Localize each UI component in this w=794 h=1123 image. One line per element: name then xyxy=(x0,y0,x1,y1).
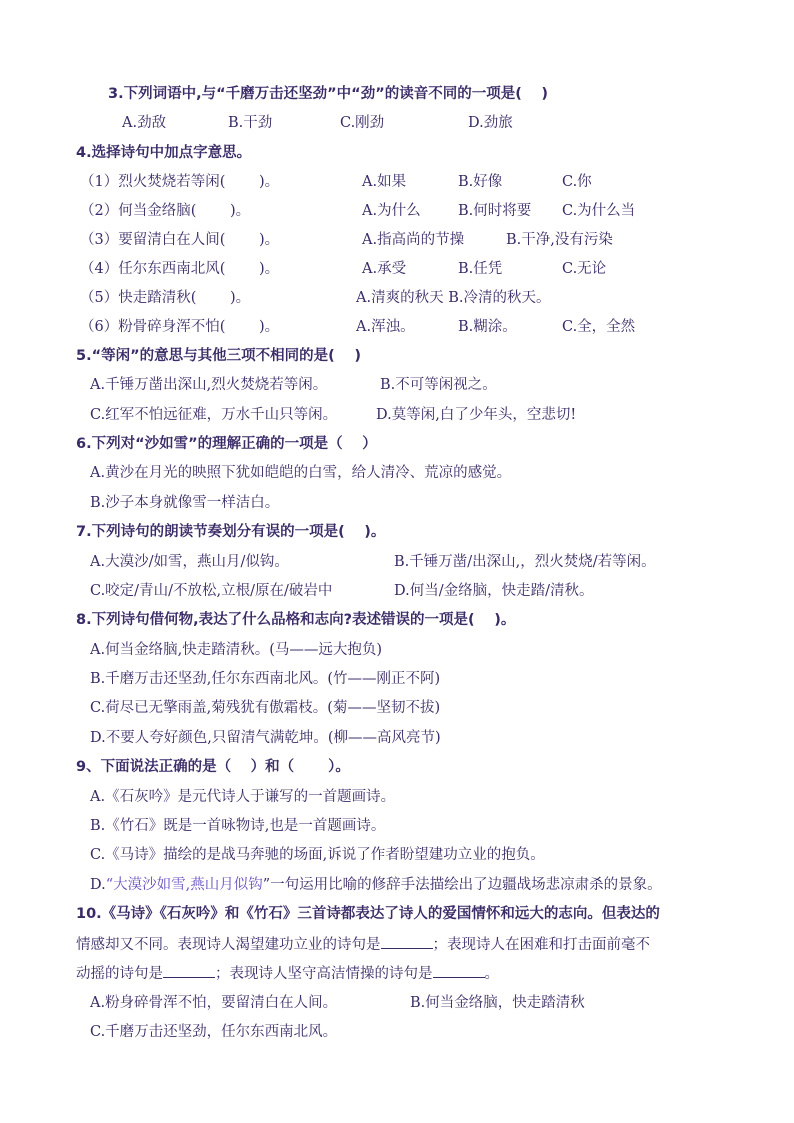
q7-option-d: D.何当/金络脑，快走踏/清秋。 xyxy=(394,583,594,599)
q8-option-b: B.千磨万击还坚劲,任尔东西南北风。(竹——刚正不阿) xyxy=(90,671,441,687)
q4-item-3-opt-b: B.干净,没有污染 xyxy=(506,232,613,248)
q4-item-6-opt-c: C.全，全然 xyxy=(562,319,636,335)
q9-option-d-prefix: D. xyxy=(90,877,106,893)
q4-item-5-opts: A.清爽的秋天 B.冷清的秋天。 xyxy=(356,290,551,306)
q4-item-5: （5）快走踏清秋( )。 xyxy=(80,290,251,306)
q5-option-d: D.莫等闲,白了少年头，空悲切! xyxy=(376,407,577,423)
q4-item-6: （6）粉骨碎身浑不怕( )。 xyxy=(80,319,280,335)
q10-line-3-text-c: 。 xyxy=(484,966,499,982)
q3-stem: 3.下列词语中,与“千磨万击还坚劲”中“劲”的读音不同的一项是( ) xyxy=(108,86,549,102)
q5-option-c: C.红军不怕远征难，万水千山只等闲。 xyxy=(90,407,338,423)
q4-item-6-opt-b: B.糊涂。 xyxy=(458,319,517,335)
q8-option-d: D.不要人夸好颜色,只留清气满乾坤。(柳——高风亮节) xyxy=(90,730,441,746)
q4-item-3-opt-a: A.指高尚的节操 xyxy=(362,232,465,248)
q4-item-6-opt-a: A.浑浊。 xyxy=(356,319,415,335)
q10-line-2 xyxy=(76,934,650,955)
q10-line-3-text-b: ；表现诗人坚守高洁情操的诗句是 xyxy=(215,966,433,982)
q3-option-b: B.干劲 xyxy=(228,115,273,131)
q4-item-2-opt-b: B.何时将要 xyxy=(458,203,532,219)
q4-item-2: （2）何当金络脑( )。 xyxy=(80,203,251,219)
q4-item-1-opt-a: A.如果 xyxy=(362,174,407,190)
q9-option-c: C.《马诗》描绘的是战马奔驰的场面,诉说了作者盼望建功立业的抱负。 xyxy=(90,847,545,863)
q7-option-c: C.咬定/青山/不放松,立根/原在/破岩中 xyxy=(90,583,333,599)
q8-option-c: C.荷尽已无擎雨盖,菊残犹有傲霜枝。(菊——坚韧不拔) xyxy=(90,700,441,716)
q10-option-a: A.粉身碎骨浑不怕，要留清白在人间。 xyxy=(90,995,338,1011)
q9-stem: 9、下面说法正确的是（ ）和（ ）。 xyxy=(76,759,350,775)
q7-stem: 7.下列诗句的朗读节奏划分有误的一项是( )。 xyxy=(76,524,386,540)
q10-option-b: B.何当金络脑，快走踏清秋 xyxy=(410,995,585,1011)
q4-item-4-opt-c: C.无论 xyxy=(562,261,607,277)
q6-option-a: A.黄沙在月光的映照下犹如皑皑的白雪，给人清冷、荒凉的感觉。 xyxy=(90,465,512,481)
q4-item-1: （1）烈火焚烧若等闲( )。 xyxy=(80,174,280,190)
q4-stem: 4.选择诗句中加点字意思。 xyxy=(76,145,252,161)
q3-option-d: D.劲旅 xyxy=(468,115,513,131)
q7-option-b: B.千锤万凿/出深山,，烈火焚烧/若等闲。 xyxy=(394,554,656,570)
q4-item-2-opt-a: A.为什么 xyxy=(362,203,421,219)
q7-option-a: A.大漠沙/如雪，燕山月/似钩。 xyxy=(90,554,289,570)
q10-blank-1[interactable] xyxy=(381,934,433,949)
q9-option-b: B.《竹石》既是一首咏物诗,也是一首题画诗。 xyxy=(90,818,386,834)
q10-blank-2[interactable] xyxy=(163,963,215,978)
q10-line-2-text-b: ；表现诗人在困难和打击面前毫不 xyxy=(432,937,650,953)
q6-option-b: B.沙子本身就像雪一样洁白。 xyxy=(90,495,280,511)
q9-option-d xyxy=(90,875,662,895)
q10-line-3 xyxy=(76,963,499,984)
q4-item-4-opt-b: B.任凭 xyxy=(458,261,503,277)
q9-option-a: A.《石灰吟》是元代诗人于谦写的一首题画诗。 xyxy=(90,789,396,805)
q10-line-2-text-a: 情感却又不同。表现诗人渴望建功立业的诗句是 xyxy=(76,937,381,953)
q5-option-b: B.不可等闲视之。 xyxy=(380,377,497,393)
q3-option-c: C.刚劲 xyxy=(340,115,385,131)
q9-option-d-quote: “大漠沙如雪,燕山月似钩 xyxy=(105,877,263,893)
q4-item-4: （4）任尔东西南北风( )。 xyxy=(80,261,280,277)
q10-option-c: C.千磨万击还坚劲，任尔东西南北风。 xyxy=(90,1024,338,1040)
q4-item-1-opt-c: C.你 xyxy=(562,174,592,190)
q9-option-d-rest: ”一句运用比喻的修辞手法描绘出了边疆战场悲凉肃杀的景象。 xyxy=(262,877,662,893)
q10-blank-3[interactable] xyxy=(433,963,485,978)
q4-item-2-opt-c: C.为什么当 xyxy=(562,203,636,219)
q4-item-4-opt-a: A.承受 xyxy=(362,261,407,277)
q4-item-1-opt-b: B.好像 xyxy=(458,174,503,190)
q10-line-1: 10.《马诗》《石灰吟》和《竹石》三首诗都表达了诗人的爱国情怀和远大的志向。但表达的 xyxy=(76,906,660,922)
q8-option-a: A.何当金络脑,快走踏清秋。(马——远大抱负) xyxy=(90,642,383,658)
q5-stem: 5.“等闲”的意思与其他三项不相同的是( ) xyxy=(76,348,361,364)
q3-option-a: A.劲敌 xyxy=(122,115,167,131)
q5-option-a: A.千锤万凿出深山,烈火焚烧若等闲。 xyxy=(90,377,328,393)
q4-item-3: （3）要留清白在人间( )。 xyxy=(80,232,280,248)
q10-line-3-text-a: 动摇的诗句是 xyxy=(76,966,163,982)
q8-stem: 8.下列诗句借何物,表达了什么品格和志向?表述错误的一项是( )。 xyxy=(76,612,516,628)
q6-stem: 6.下列对“沙如雪”的理解正确的一项是（ ） xyxy=(76,436,377,452)
